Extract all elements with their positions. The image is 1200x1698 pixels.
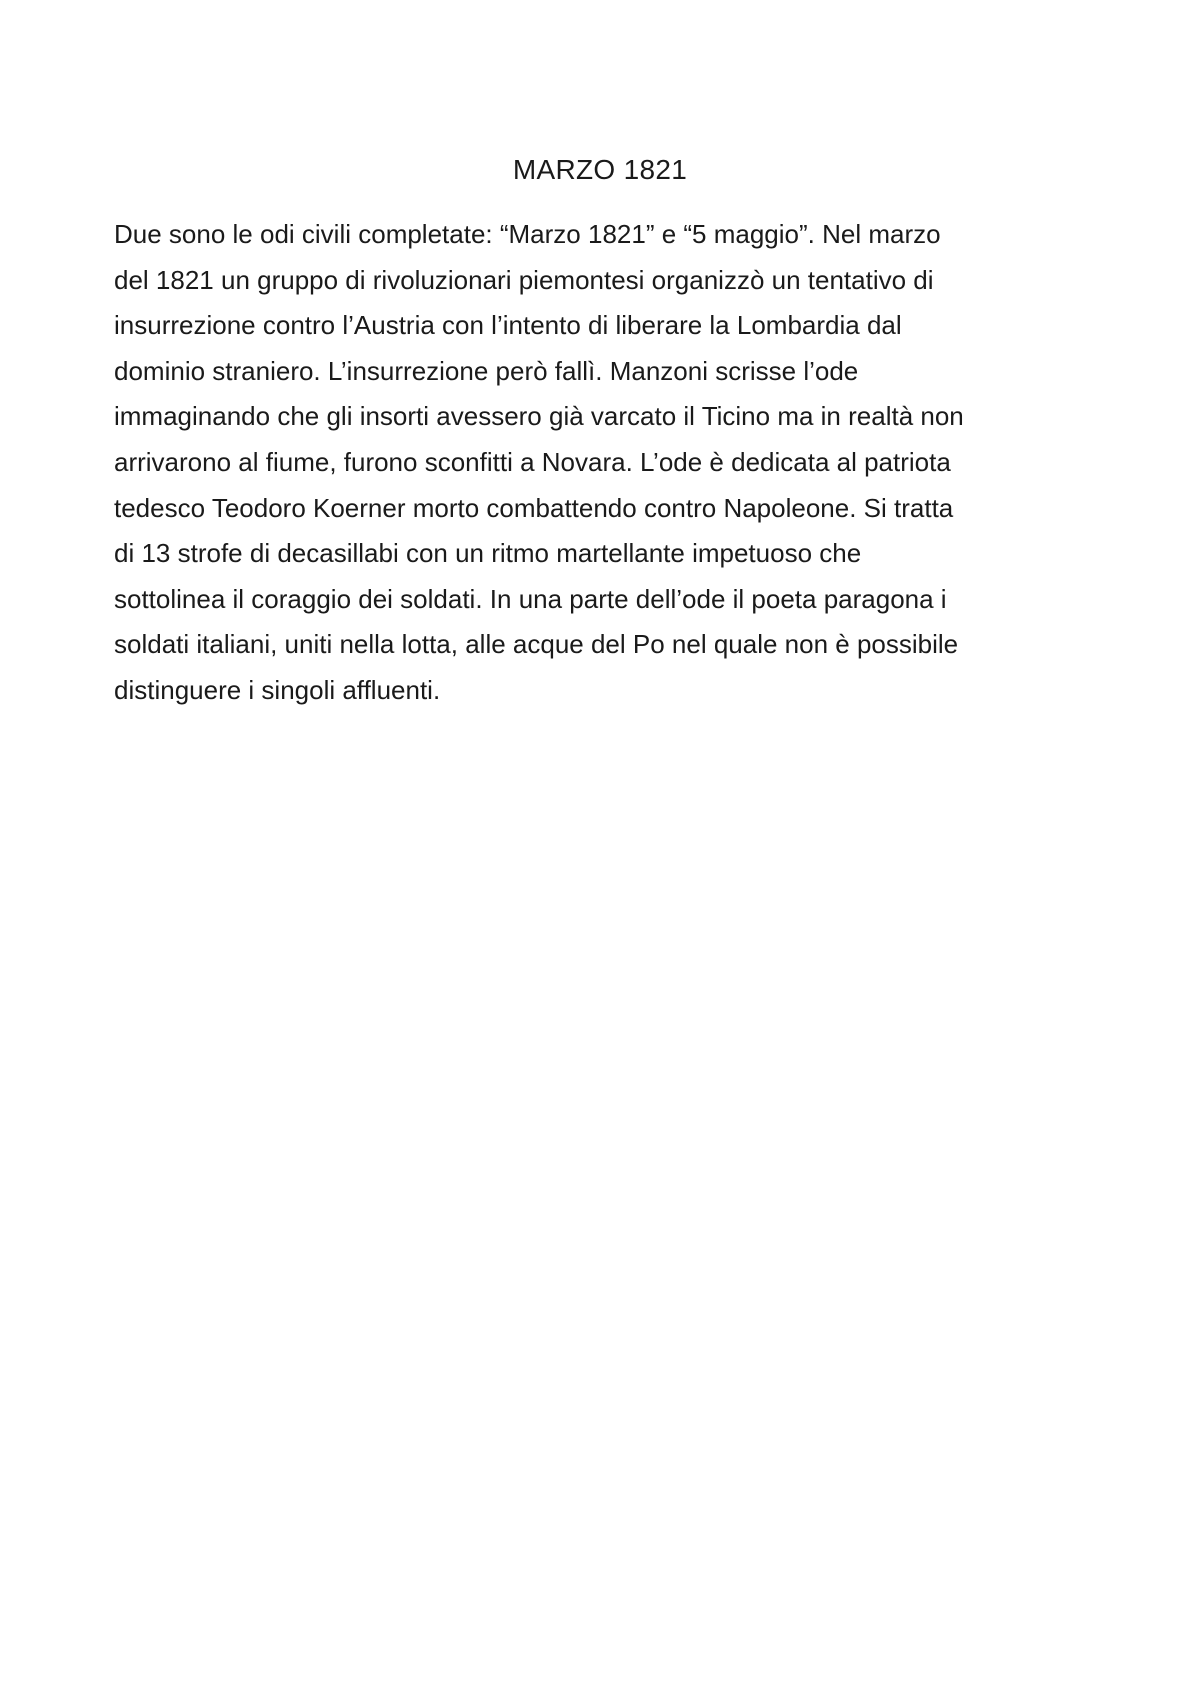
paragraph-line: soldati italiani, uniti nella lotta, alle acque del Po nel quale non è possibile bbox=[114, 629, 959, 660]
paragraph-line: dominio straniero. L’insurrezione però fallì. Manzoni scrisse l’ode bbox=[114, 355, 859, 386]
paragraph-line: Due sono le odi civili completate: “Marzo 1821” e “5 maggio”. Nel marzo bbox=[114, 219, 941, 249]
paragraph-line: distinguere i singoli affluenti. bbox=[114, 674, 441, 705]
paragraph-line: di 13 strofe di decasillabi con un ritmo martellante impetuoso che bbox=[114, 538, 862, 569]
paragraph-line: del 1821 un gruppo di rivoluzionari piemontesi organizzò un tentativo di bbox=[114, 264, 934, 295]
paragraph-line: sottolinea il coraggio dei soldati. In una parte dell’ode il poeta paragona i bbox=[114, 583, 947, 614]
paragraph-line: arrivarono al fiume, furono sconfitti a Novara. L’ode è dedicata al patriota bbox=[114, 446, 951, 477]
paragraph-line: insurrezione contro l’Austria con l’intento di liberare la Lombardia dal bbox=[114, 310, 902, 341]
body-paragraph bbox=[114, 212, 1094, 714]
paragraph-line: immaginando che gli insorti avessero già varcato il Ticino ma in realtà non bbox=[114, 401, 964, 432]
paragraph-line: tedesco Teodoro Koerner morto combattendo contro Napoleone. Si tratta bbox=[114, 492, 954, 523]
document-title: MARZO 1821 bbox=[512, 154, 688, 185]
